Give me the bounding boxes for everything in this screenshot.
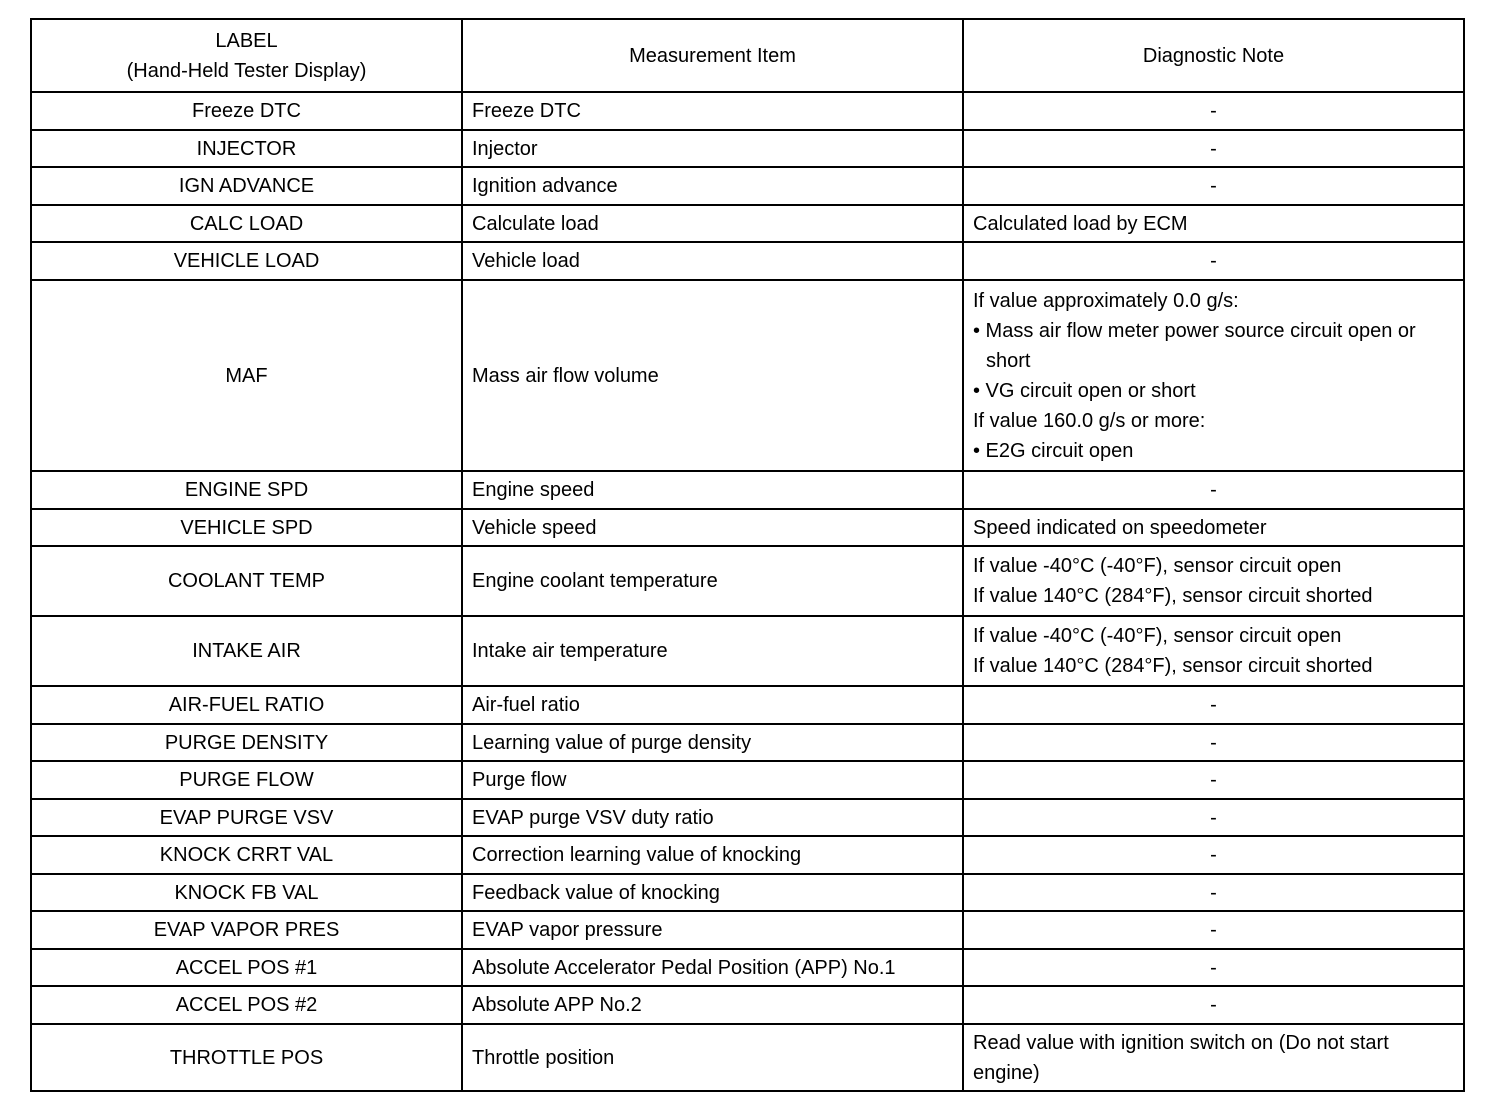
note-line: - [1210,956,1217,979]
cell-diagnostic-note [963,874,1464,911]
cell-label: EVAP PURGE VSV [31,799,462,836]
cell-diagnostic-note [963,546,1464,616]
cell-diagnostic-note [963,92,1464,130]
table-header-row [31,19,1464,92]
note-line: If value -40°C (-40°F), sensor circuit open [973,555,1342,577]
note-line: - [1210,175,1217,197]
table-row [31,546,1464,616]
cell-diagnostic-note [963,986,1464,1024]
cell-measurement-item: Engine speed [462,471,963,509]
cell-diagnostic-note [963,616,1464,686]
cell-measurement-item: Feedback value of knocking [462,874,963,911]
header-measurement-item: Measurement Item [462,19,963,92]
note-line: - [1210,731,1217,754]
cell-measurement-item: Absolute Accelerator Pedal Position (APP) No.1 [462,949,963,986]
cell-label: MAF [31,280,462,471]
note-line: - [1210,806,1217,829]
header-label-line1: LABEL [215,29,278,52]
cell-label: CALC LOAD [31,205,462,242]
cell-diagnostic-note [963,471,1464,509]
table-row [31,1024,1464,1091]
cell-measurement-item: Learning value of purge density [462,724,963,761]
table-row [31,92,1464,130]
cell-diagnostic-note [963,280,1464,471]
note-line: - [1210,137,1217,160]
note-line: • VG circuit open or short [973,379,1196,402]
table-body [31,92,1464,1091]
cell-label: AIR-FUEL RATIO [31,686,462,724]
cell-measurement-item: EVAP purge VSV duty ratio [462,799,963,836]
cell-diagnostic-note [963,836,1464,874]
table-row [31,911,1464,949]
cell-label: PURGE FLOW [31,761,462,799]
cell-measurement-item: Correction learning value of knocking [462,836,963,874]
table-row [31,986,1464,1024]
cell-label: IGN ADVANCE [31,167,462,205]
cell-label: ACCEL POS #2 [31,986,462,1024]
note-line: If value 140°C (284°F), sensor circuit shorted [973,585,1373,607]
table-row [31,874,1464,911]
note-line: - [1210,881,1217,904]
table-row [31,761,1464,799]
table-row [31,724,1464,761]
table-row [31,205,1464,242]
cell-label: KNOCK CRRT VAL [31,836,462,874]
cell-label: ACCEL POS #1 [31,949,462,986]
cell-measurement-item: Vehicle speed [462,509,963,546]
table-row [31,242,1464,280]
table-row [31,130,1464,167]
cell-diagnostic-note [963,167,1464,205]
note-line: - [1210,769,1217,791]
diagnostic-data-table [30,18,1465,1092]
cell-label: Freeze DTC [31,92,462,130]
table-row [31,509,1464,546]
note-line: Calculated load by ECM [973,212,1188,235]
cell-measurement-item: Air-fuel ratio [462,686,963,724]
cell-label: ENGINE SPD [31,471,462,509]
note-line: - [1210,994,1217,1016]
table-row [31,280,1464,471]
cell-measurement-item: Engine coolant temperature [462,546,963,616]
cell-measurement-item: EVAP vapor pressure [462,911,963,949]
cell-label: VEHICLE SPD [31,509,462,546]
cell-label: INJECTOR [31,130,462,167]
note-line: If value -40°C (-40°F), sensor circuit open [973,625,1342,647]
table-row [31,949,1464,986]
header-label [31,19,462,92]
table-row [31,167,1464,205]
cell-diagnostic-note [963,509,1464,546]
cell-measurement-item: Injector [462,130,963,167]
note-line: - [1210,844,1217,866]
cell-diagnostic-note [963,130,1464,167]
table-row [31,799,1464,836]
cell-measurement-item: Absolute APP No.2 [462,986,963,1024]
note-line: • E2G circuit open [973,439,1134,462]
cell-measurement-item: Calculate load [462,205,963,242]
header-diagnostic-note: Diagnostic Note [963,19,1464,92]
note-line: - [1210,100,1217,122]
cell-label: PURGE DENSITY [31,724,462,761]
table-row [31,686,1464,724]
header-label-line2: (Hand-Held Tester Display) [126,59,367,82]
cell-label: VEHICLE LOAD [31,242,462,280]
cell-label: THROTTLE POS [31,1024,462,1091]
cell-diagnostic-note [963,686,1464,724]
cell-measurement-item: Purge flow [462,761,963,799]
cell-diagnostic-note [963,242,1464,280]
cell-measurement-item: Intake air temperature [462,616,963,686]
cell-diagnostic-note [963,949,1464,986]
cell-measurement-item: Ignition advance [462,167,963,205]
cell-diagnostic-note [963,761,1464,799]
cell-label: INTAKE AIR [31,616,462,686]
cell-label: COOLANT TEMP [31,546,462,616]
note-line: If value approximately 0.0 g/s: [973,289,1239,312]
cell-diagnostic-note [963,799,1464,836]
note-line: • Mass air flow meter power source circuit open or short [973,319,1416,372]
cell-measurement-item: Mass air flow volume [462,280,963,471]
cell-measurement-item: Freeze DTC [462,92,963,130]
table-row [31,471,1464,509]
note-line: Read value with ignition switch on (Do not start engine) [973,1031,1389,1084]
cell-measurement-item: Vehicle load [462,242,963,280]
cell-diagnostic-note [963,205,1464,242]
cell-diagnostic-note [963,911,1464,949]
cell-label: KNOCK FB VAL [31,874,462,911]
cell-diagnostic-note [963,1024,1464,1091]
note-line: - [1210,919,1217,941]
note-line: If value 160.0 g/s or more: [973,409,1206,432]
note-line: - [1210,479,1217,501]
note-line: Speed indicated on speedometer [973,516,1267,539]
note-line: - [1210,250,1217,272]
note-line: If value 140°C (284°F), sensor circuit shorted [973,655,1373,677]
cell-diagnostic-note [963,724,1464,761]
table-row [31,616,1464,686]
note-line: - [1210,694,1217,716]
cell-measurement-item: Throttle position [462,1024,963,1091]
cell-label: EVAP VAPOR PRES [31,911,462,949]
table-row [31,836,1464,874]
